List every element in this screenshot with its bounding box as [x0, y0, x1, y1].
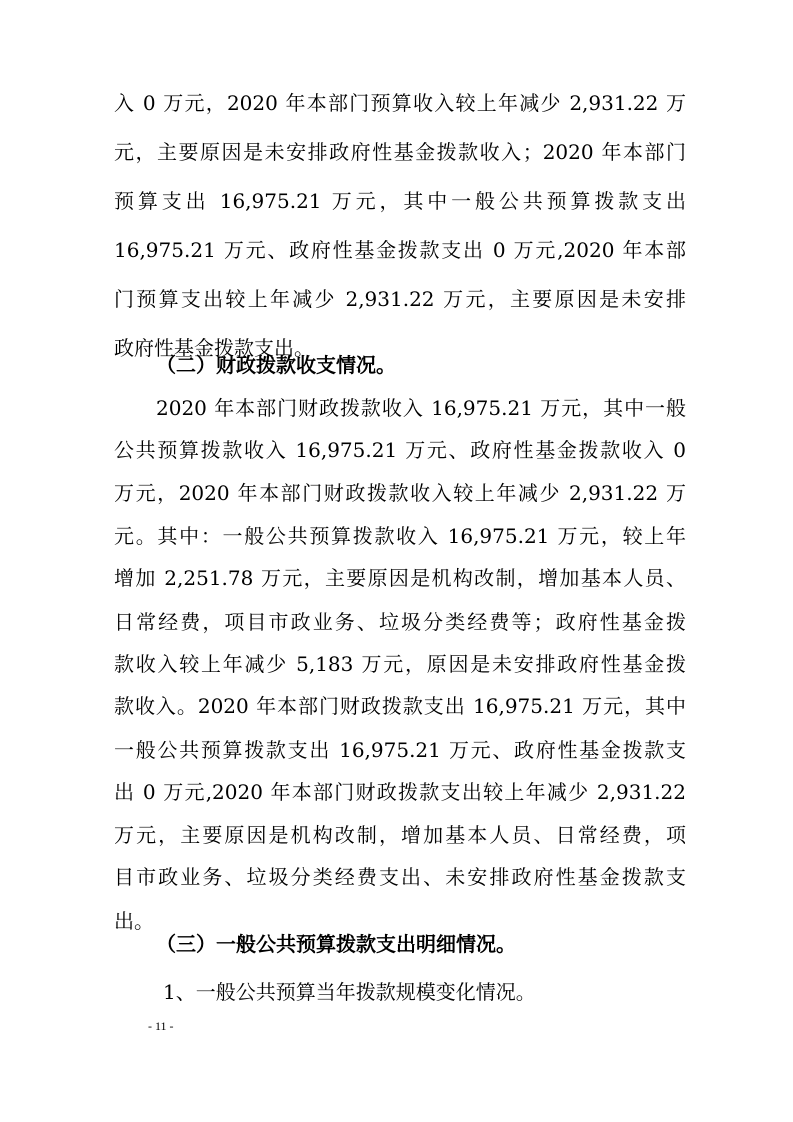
section-heading-financial-allocation: （二）财政拨款收支情况。 [156, 353, 396, 377]
body-text-line: 增加 2,251.78 万元，主要原因是机构改制，增加基本人员、 [114, 566, 686, 590]
body-text-line: 元，主要原因是未安排政府性基金拨款收入；2020 年本部门 [114, 140, 686, 164]
body-text-line: 政府性基金拨款支出。 [114, 336, 314, 360]
body-text-line: 目市政业务、垃圾分类经费支出、未安排政府性基金拨款支 [114, 865, 686, 889]
body-text-line: 款收入。2020 年本部门财政拨款支出 16,975.21 万元，其中 [114, 694, 686, 718]
body-text-line: 出 0 万元,2020 年本部门财政拨款支出较上年减少 2,931.22 [114, 780, 686, 804]
section-heading-expenditure-detail: （三）一般公共预算拨款支出明细情况。 [156, 932, 516, 956]
body-text-line: 入 0 万元，2020 年本部门预算收入较上年减少 2,931.22 万 [114, 91, 686, 115]
body-text-line: 万元，2020 年本部门财政拨款收入较上年减少 2,931.22 万 [114, 481, 686, 505]
body-text-line: 一般公共预算拨款支出 16,975.21 万元、政府性基金拨款支 [114, 738, 686, 762]
body-text-line: 万元，主要原因是机构改制，增加基本人员、日常经费，项 [114, 823, 686, 847]
body-text-line: 公共预算拨款收入 16,975.21 万元、政府性基金拨款收入 0 [114, 438, 686, 462]
body-text-line: 门预算支出较上年减少 2,931.22 万元，主要原因是未安排 [114, 287, 686, 311]
body-text-line: 元。其中：一般公共预算拨款收入 16,975.21 万元，较上年 [114, 524, 686, 548]
body-text-line: 日常经费，项目市政业务、垃圾分类经费等；政府性基金拨 [114, 610, 686, 634]
body-text-line: 款收入较上年减少 5,183 万元，原因是未安排政府性基金拨 [114, 652, 686, 676]
subheading-general-budget-scale: 1、一般公共预算当年拨款规模变化情况。 [163, 980, 536, 1004]
body-text-line: 出。 [114, 909, 154, 933]
body-text-line: 预算支出 16,975.21 万元，其中一般公共预算拨款支出 [114, 189, 686, 213]
page-number: - 11 - [148, 1019, 174, 1033]
body-text-line: 2020 年本部门财政拨款收入 16,975.21 万元，其中一般 [156, 396, 686, 420]
body-text-line: 16,975.21 万元、政府性基金拨款支出 0 万元,2020 年本部 [114, 238, 686, 262]
